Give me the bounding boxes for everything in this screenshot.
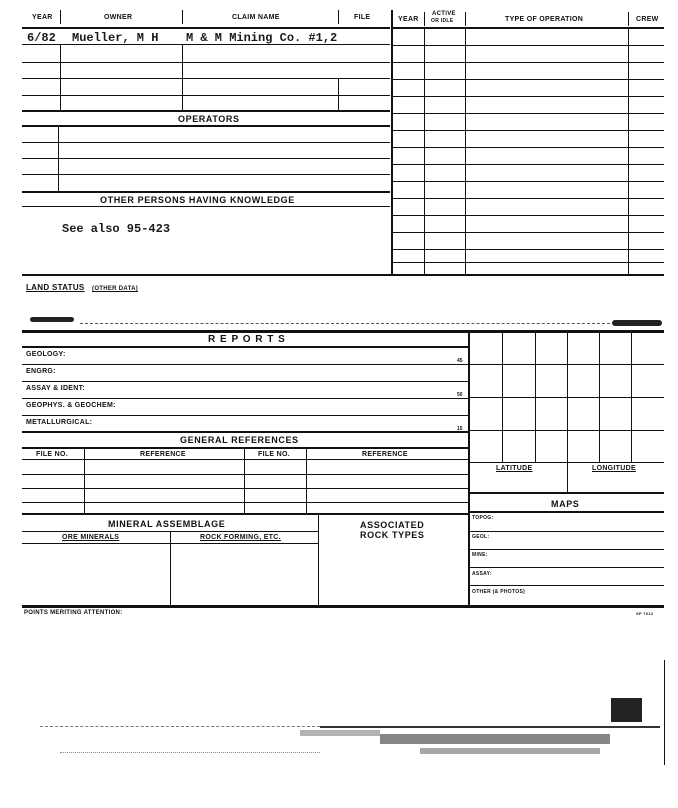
gen-ref-header-reference-2: REFERENCE xyxy=(362,451,408,458)
maps-title: MAPS xyxy=(551,499,580,509)
header-or-idle: OR IDLE xyxy=(431,18,454,24)
maps-other: OTHER (& PHOTOS) xyxy=(472,589,526,595)
row1-claim-name: M & M Mining Co. #1,2 xyxy=(186,31,338,45)
scan-artifact xyxy=(0,690,678,770)
land-status-sub: (OTHER DATA) xyxy=(92,286,139,292)
maps-mine: MINE: xyxy=(472,552,488,558)
header-year-2: YEAR xyxy=(398,16,419,23)
maps-geol: GEOL: xyxy=(472,534,490,540)
header-file: FILE xyxy=(354,14,371,21)
report-assay-num: 50 xyxy=(457,392,463,398)
other-persons-note: See also 95-423 xyxy=(62,222,171,236)
row1-year: 6/82 xyxy=(27,31,56,45)
land-status-label xyxy=(26,277,138,295)
report-engrg: ENGRG: xyxy=(26,368,56,375)
gen-ref-header-file-2: FILE NO. xyxy=(258,451,290,458)
ore-minerals-label: ORE MINERALS xyxy=(62,534,120,541)
report-metallurgical-num: 15 xyxy=(457,426,463,432)
latitude-label: LATITUDE xyxy=(496,465,533,472)
associated-line-1: ASSOCIATED xyxy=(360,520,425,530)
points-meriting-attention: POINTS MERITING ATTENTION: xyxy=(24,610,123,616)
report-geology: GEOLOGY: xyxy=(26,351,66,358)
rock-forming-label: ROCK FORMING, ETC. xyxy=(200,534,281,541)
header-crew: CREW xyxy=(636,16,659,23)
header-owner: OWNER xyxy=(104,14,133,21)
land-status-title: LAND STATUS xyxy=(26,283,85,292)
report-assay: ASSAY & IDENT: xyxy=(26,385,86,392)
maps-topog: TOPOG: xyxy=(472,515,494,521)
gen-ref-header-file-1: FILE NO. xyxy=(36,451,68,458)
header-year: YEAR xyxy=(32,14,53,21)
mineral-assemblage-title: MINERAL ASSEMBLAGE xyxy=(108,519,226,529)
maps-assay: ASSAY: xyxy=(472,571,492,577)
longitude-label: LONGITUDE xyxy=(592,465,636,472)
associated-line-2: ROCK TYPES xyxy=(360,530,425,540)
top-table xyxy=(0,0,678,290)
general-references-title: GENERAL REFERENCES xyxy=(180,435,299,445)
header-claim-name: CLAIM NAME xyxy=(232,14,280,21)
other-persons-label: OTHER PERSONS HAVING KNOWLEDGE xyxy=(100,195,295,205)
gen-ref-header-reference-1: REFERENCE xyxy=(140,451,186,458)
row1-owner: Mueller, M H xyxy=(72,31,159,45)
header-active: ACTIVE xyxy=(432,11,456,17)
report-geophys: GEOPHYS. & GEOCHEM: xyxy=(26,402,116,409)
reports-title: R E P O R T S xyxy=(208,334,286,345)
report-geology-num: 45 xyxy=(457,358,463,364)
header-type-of-operation: TYPE OF OPERATION xyxy=(505,16,584,23)
operators-label: OPERATORS xyxy=(178,114,240,124)
form-number: SP 7012 xyxy=(636,611,654,616)
report-metallurgical: METALLURGICAL: xyxy=(26,419,93,426)
reports-section xyxy=(0,326,678,526)
